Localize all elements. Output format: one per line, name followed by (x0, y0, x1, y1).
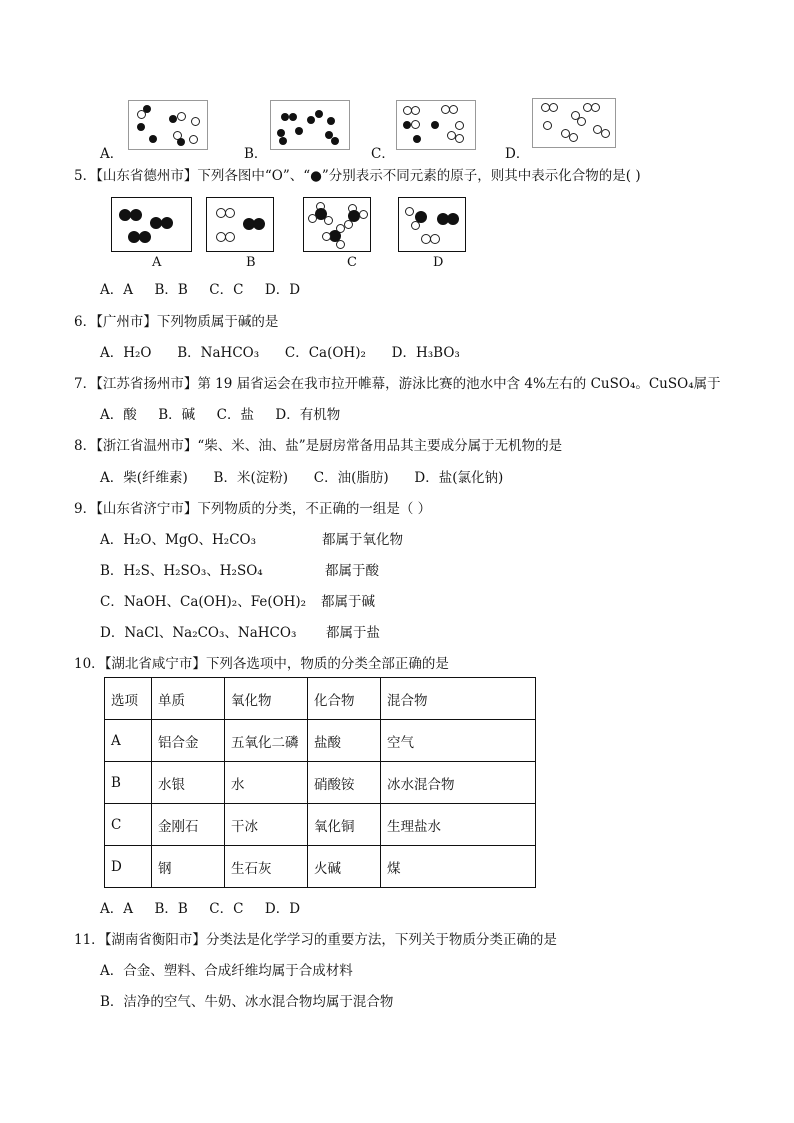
q5-pic-label-c: C (347, 255, 357, 270)
q7-source: 【江苏省扬州市】 (96, 376, 198, 392)
table-cell: 干冰 (225, 804, 308, 846)
table-cell: D (105, 846, 152, 888)
table-cell: 盐酸 (308, 720, 381, 762)
q8-number: 8． (74, 438, 97, 454)
table-header-cell: 氧化物 (225, 678, 308, 720)
q9-option-c-note: 都属于碱 (321, 594, 375, 610)
table-cell: B (105, 762, 152, 804)
table-header-row (105, 678, 536, 720)
q9-number: 9． (74, 501, 97, 517)
q4-option-b-diagram (270, 100, 350, 150)
table-cell: 冰水混合物 (381, 762, 536, 804)
q5-diagram-d (398, 197, 466, 252)
q5-source: 【山东省德州市】 (96, 168, 198, 184)
table-cell: 火碱 (308, 846, 381, 888)
q9-option-c-label: C．NaOH、Ca(OH)₂、Fe(OH)₂ (100, 594, 307, 610)
table-cell: 生石灰 (225, 846, 308, 888)
q7-number: 7． (74, 376, 97, 392)
table-row (105, 846, 536, 888)
q8-options (100, 466, 503, 486)
table-cell: 水 (225, 762, 308, 804)
q10-number: 10． (74, 656, 105, 672)
table-cell: 氧化铜 (308, 804, 381, 846)
q7-option-a: A．酸 (100, 407, 137, 423)
q8-text: “柴、米、油、盐”是厨房常备用品其主要成分属于无机物的是 (197, 438, 563, 454)
q8-option-b: B．米(淀粉) (213, 470, 289, 486)
table-cell: A (105, 720, 152, 762)
q8-option-d: D．盐(氯化钠) (414, 470, 504, 486)
q7-stem (74, 372, 721, 392)
q6-options (100, 341, 460, 361)
q6-text: 下列物质属于碱的是 (156, 314, 279, 330)
q10-text: 下列各选项中，物质的分类全部正确的是 (205, 656, 449, 672)
q10-source: 【湖北省咸宁市】 (104, 656, 206, 672)
q5-pic-label-a: A (152, 255, 162, 270)
table-row (105, 804, 536, 846)
q6-option-c: C．Ca(OH)₂ (284, 345, 366, 361)
table-row (105, 762, 536, 804)
q6-stem (74, 310, 278, 330)
q10-answer-a: A．A (100, 901, 133, 917)
q11-number: 11． (74, 932, 105, 948)
q6-number: 6． (74, 314, 97, 330)
q10-classification-table (104, 677, 536, 888)
table-header-cell: 选项 (105, 678, 152, 720)
q5-answer-options (100, 278, 300, 298)
table-header-cell: 混合物 (381, 678, 536, 720)
q5-text: 下列各图中“O”、“●”分别表示不同元素的原子，则其中表示化合物的是( ) (197, 168, 641, 184)
q5-answer-d: D．D (264, 282, 301, 298)
q7-option-b: B．碱 (158, 407, 196, 423)
q9-option-d-note: 都属于盐 (326, 625, 380, 641)
q6-option-d: D．H₃BO₃ (391, 345, 460, 361)
q10-answer-c: C．C (209, 901, 244, 917)
q8-option-a: A．柴(纤维素) (100, 470, 188, 486)
q10-stem (74, 652, 449, 672)
q5-answer-a: A．A (100, 282, 133, 298)
q9-option-b (100, 559, 263, 579)
table-cell: 硝酸铵 (308, 762, 381, 804)
q11-source: 【湖南省衡阳市】 (104, 932, 206, 948)
q8-source: 【浙江省温州市】 (96, 438, 198, 454)
q9-option-d-label: D．NaCl、Na₂CO₃、NaHCO₃ (100, 625, 297, 641)
q11-text: 分类法是化学学习的重要方法，下列关于物质分类正确的是 (205, 932, 557, 948)
table-cell: 钢 (152, 846, 225, 888)
table-cell: 生理盐水 (381, 804, 536, 846)
q9-source: 【山东省济宁市】 (96, 501, 198, 517)
q9-option-b-label: B．H₂S、H₂SO₃、H₂SO₄ (100, 563, 263, 579)
q6-source: 【广州市】 (96, 314, 157, 330)
q5-pic-label-b: B (246, 255, 256, 270)
q7-text: 第 19 届省运会在我市拉开帷幕，游泳比赛的池水中含 4%左右的 CuSO₄。CuSO₄属于 (197, 376, 721, 392)
q4-option-c-label: C． (371, 146, 395, 162)
q9-option-a-label: A．H₂O、MgO、H₂CO₃ (100, 532, 257, 548)
q9-text: 下列物质的分类，不正确的一组是（ ） (197, 501, 432, 517)
q10-answer-d: D．D (264, 901, 301, 917)
table-cell: 铝合金 (152, 720, 225, 762)
q4-option-d-diagram (532, 98, 616, 148)
table-header-cell: 单质 (152, 678, 225, 720)
q5-diagram-c (303, 197, 371, 252)
q11-stem (74, 928, 557, 948)
table-header-cell: 化合物 (308, 678, 381, 720)
q8-option-c: C．油(脂肪) (313, 470, 389, 486)
table-cell: C (105, 804, 152, 846)
table-cell: 水银 (152, 762, 225, 804)
q9-option-a (100, 528, 256, 548)
q9-option-a-note: 都属于氧化物 (322, 532, 403, 548)
table-cell: 五氧化二磷 (225, 720, 308, 762)
table-cell: 煤 (381, 846, 536, 888)
q5-answer-b: B．B (154, 282, 188, 298)
table-cell: 空气 (381, 720, 536, 762)
q4-option-a-diagram (128, 100, 208, 150)
q5-answer-c: C．C (209, 282, 244, 298)
q7-option-c: C．盐 (216, 407, 254, 423)
q9-option-b-note: 都属于酸 (325, 563, 379, 579)
q5-diagram-a (111, 197, 192, 252)
q6-option-b: B．NaHCO₃ (177, 345, 260, 361)
table-cell: 金刚石 (152, 804, 225, 846)
q9-option-c (100, 590, 306, 610)
q10-answer-b: B．B (154, 901, 188, 917)
q9-option-d (100, 621, 296, 641)
q5-diagram-b (206, 197, 274, 252)
q4-option-c-diagram (396, 100, 476, 150)
table-row (105, 720, 536, 762)
q11-option-b: B．洁净的空气、牛奶、冰水混合物均属于混合物 (100, 994, 394, 1010)
q5-stem (74, 164, 641, 184)
q9-stem (74, 497, 431, 517)
q4-option-a-label: A． (100, 146, 124, 162)
q6-option-a: A．H₂O (100, 345, 152, 361)
q7-option-d: D．有机物 (275, 407, 341, 423)
q7-options (100, 403, 340, 423)
q5-number: 5． (74, 168, 97, 184)
q10-answer-options (100, 897, 300, 917)
q4-option-b-label: B． (244, 146, 268, 162)
q4-option-d-label: D． (505, 146, 530, 162)
q11-option-a: A．合金、塑料、合成纤维均属于合成材料 (100, 963, 353, 979)
q5-pic-label-d: D (433, 255, 444, 270)
q8-stem (74, 434, 562, 454)
